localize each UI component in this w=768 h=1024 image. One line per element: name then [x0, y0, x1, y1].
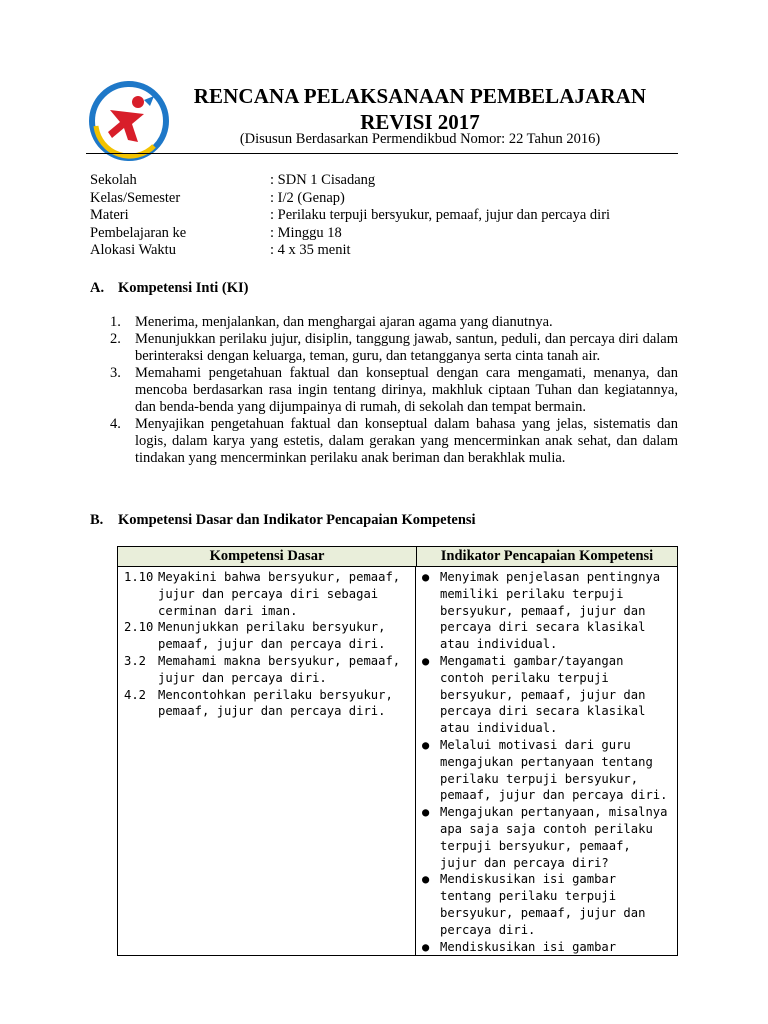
kd-text: Memahami makna bersyukur, pemaaf, jujur dan percaya diri. — [158, 653, 401, 685]
kd-number: 4.2 — [124, 687, 147, 702]
indicator-item — [422, 569, 673, 653]
kd-number: 1.10 — [124, 570, 154, 584]
document-title: RENCANA PELAKSANAAN PEMBELAJARAN — [193, 84, 647, 108]
indicator-item — [422, 737, 673, 804]
info-value: : Minggu 18 — [270, 224, 342, 241]
list-item — [110, 314, 678, 331]
info-row — [90, 225, 610, 243]
section-number: A. — [90, 280, 105, 296]
document-subtitle: (Disusun Berdasarkan Permendikbud Nomor: 22 Tahun 2016) — [239, 131, 601, 147]
indicator-text: Mengajukan pertanyaan, misalnya apa saja saja contoh perilaku terpuji bersyukur, pemaaf, jujur dan percaya diri? — [440, 805, 668, 870]
kd-item — [124, 653, 411, 687]
list-item — [110, 365, 678, 416]
info-row — [90, 190, 610, 208]
kd-number: 3.2 — [124, 653, 147, 668]
indicator-text: Mendiskusikan isi gambar tentang perilaku terpuji bersyukur, pemaaf, jujur dan percaya diri. — [440, 872, 646, 937]
kompetensi-inti-list — [110, 314, 678, 467]
list-item — [110, 416, 678, 467]
bullet-icon: ● — [422, 653, 430, 668]
info-label: Pembelajaran ke — [90, 224, 187, 241]
info-label: Alokasi Waktu — [90, 242, 176, 259]
indicator-item — [422, 871, 673, 938]
section-heading-b — [90, 512, 476, 529]
section-title: Kompetensi Dasar dan Indikator Pencapaian Kompetensi — [118, 512, 476, 528]
competency-table — [117, 546, 678, 956]
indicator-text: Mendiskusikan isi gambar — [440, 939, 617, 954]
list-text: Menyajikan pengetahuan faktual dan konseptual dalam bahasa yang jelas, sistematis dan logis, dalam karya yang estetis, dalam gerakan yang mencerminkan anak sehat, dan dalam tindakan yang mencerminkan perilaku anak beriman dan berakhlak mulia. — [135, 416, 678, 466]
section-number: B. — [90, 512, 104, 528]
info-row — [90, 172, 610, 190]
table-row — [118, 567, 677, 956]
kurikulum-2013-logo — [88, 80, 170, 162]
table-header — [118, 547, 677, 567]
indicator-item — [422, 804, 673, 871]
document-title-revision: REVISI 2017 — [360, 110, 480, 134]
section-heading-a — [90, 280, 249, 297]
kd-item — [124, 687, 411, 721]
indicator-item — [422, 653, 673, 737]
kd-number: 2.10 — [124, 620, 154, 635]
indicator-text: Mengamati gambar/tayangan contoh perilaku terpuji bersyukur, pemaaf, jujur dan percaya diri secara klasikal atau individual. — [440, 653, 646, 736]
column-header-indikator: Indikator Pencapaian Kompetensi — [440, 548, 654, 564]
indicator-text: Menyimak penjelasan pentingnya memiliki perilaku terpuji bersyukur, pemaaf, jujur dan percaya diri secara klasikal atau individual. — [440, 570, 661, 652]
bullet-icon: ● — [422, 805, 430, 820]
info-label: Sekolah — [90, 172, 137, 188]
info-row — [90, 242, 610, 260]
info-value: : SDN 1 Cisadang — [270, 172, 376, 188]
info-value: : Perilaku terpuji bersyukur, pemaaf, jujur dan percaya diri — [270, 207, 611, 224]
kompetensi-dasar-cell — [118, 567, 416, 956]
info-value: : I/2 (Genap) — [270, 189, 345, 206]
kd-item — [124, 619, 411, 653]
indicator-item — [422, 939, 673, 956]
identity-block — [90, 172, 610, 260]
bullet-icon: ● — [422, 939, 430, 954]
header-divider — [86, 153, 678, 154]
kd-text: Mencontohkan perilaku bersyukur, pemaaf, jujur dan percaya diri. — [158, 687, 393, 719]
info-row — [90, 207, 610, 225]
list-number: 4. — [110, 416, 121, 432]
indicator-text: Melalui motivasi dari guru mengajukan pertanyaan tentang perilaku terpuji bersyukur, pemaaf, jujur dan percaya diri. — [440, 737, 668, 803]
bullet-icon: ● — [422, 737, 430, 752]
list-text: Menerima, menjalankan, dan menghargai ajaran agama yang dianutnya. — [135, 314, 553, 330]
info-label: Materi — [90, 207, 129, 224]
bullet-icon: ● — [422, 570, 430, 584]
section-title: Kompetensi Inti (KI) — [118, 280, 249, 296]
list-number: 2. — [110, 331, 121, 347]
kd-text: Menunjukkan perilaku bersyukur, pemaaf, jujur dan percaya diri. — [158, 620, 386, 652]
info-value: : 4 x 35 menit — [270, 242, 351, 259]
list-text: Menunjukkan perilaku jujur, disiplin, tanggung jawab, santun, peduli, dan percaya diri dalam berinteraksi dengan keluarga, teman, guru, dan tetangganya serta cinta tanah air. — [135, 331, 678, 364]
list-item — [110, 331, 678, 365]
kd-item — [124, 569, 411, 619]
kd-text: Meyakini bahwa bersyukur, pemaaf, jujur dan percaya diri sebagai cerminan dari iman. — [158, 570, 401, 618]
column-header-kompetensi-dasar: Kompetensi Dasar — [118, 547, 417, 566]
bullet-icon: ● — [422, 872, 430, 887]
indikator-cell — [416, 567, 677, 956]
info-label: Kelas/Semester — [90, 189, 181, 206]
list-number: 3. — [110, 365, 121, 381]
list-number: 1. — [110, 314, 121, 330]
list-text: Memahami pengetahuan faktual dan konseptual dengan cara mengamati, menanya, dan mencoba berdasarkan rasa ingin tentang dirinya, makhluk ciptaan Tuhan dan kegiatannya, dan benda-benda yang dijumpainya di rumah, di sekolah dan tempat bermain. — [135, 365, 678, 415]
